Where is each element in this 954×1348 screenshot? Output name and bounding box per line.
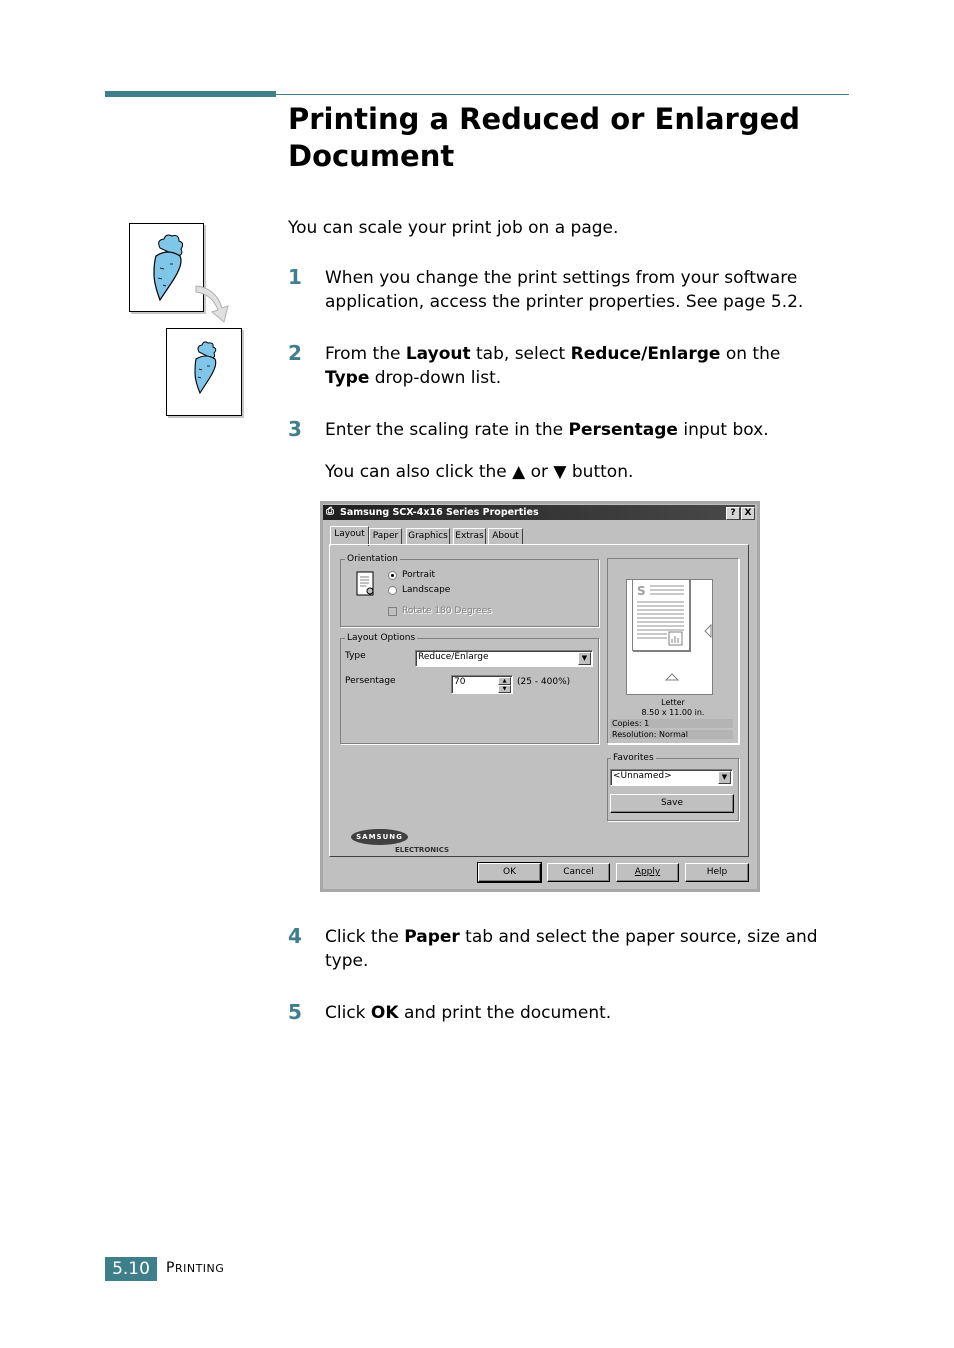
preview-document-icon xyxy=(633,580,689,650)
step-number-5: 5 xyxy=(288,1000,302,1024)
help-button[interactable]: ? xyxy=(726,507,740,520)
close-icon[interactable]: X xyxy=(741,507,755,520)
step-text-4 xyxy=(325,925,850,973)
percentage-range: (25 - 400%) xyxy=(517,677,571,687)
page-title-line2: Document xyxy=(288,139,455,173)
step-4-paper: Paper xyxy=(404,927,460,947)
reduce-arrow-icon xyxy=(194,282,234,327)
ok-button[interactable]: OK xyxy=(478,863,541,882)
step-5-ok: OK xyxy=(370,1003,399,1023)
step-number-4: 4 xyxy=(288,924,302,948)
step-number-2: 2 xyxy=(288,341,302,365)
preview-paper-name: Letter xyxy=(661,698,685,707)
step-3-note: You can also click the ▲ or ▼ button. xyxy=(325,462,634,482)
help-dialog-button[interactable]: Help xyxy=(685,863,749,882)
preview-triangle-icon xyxy=(665,673,679,681)
printer-icon: ⎙ xyxy=(326,506,334,517)
spin-up-icon[interactable]: ▲ xyxy=(498,677,511,685)
step-2-layout: Layout xyxy=(405,344,471,364)
step-2-type: Type xyxy=(325,368,370,388)
percentage-value: 70 xyxy=(454,677,466,687)
intro-text: You can scale your print job on a page. xyxy=(288,218,619,238)
page-title-line1: Printing a Reduced or Enlarged xyxy=(288,102,801,136)
cancel-button[interactable]: Cancel xyxy=(547,863,610,882)
original-page-icon xyxy=(129,223,204,312)
page-number: 5.10 xyxy=(105,1257,157,1281)
portrait-radio[interactable] xyxy=(388,571,397,580)
tab-about[interactable]: About xyxy=(488,528,523,545)
favorites-label: Favorites xyxy=(613,753,654,763)
preview-resolution: Resolution: Normal xyxy=(610,730,733,739)
type-label: Type xyxy=(345,651,366,661)
rotate-checkbox[interactable] xyxy=(388,607,397,616)
step-5-text-c: and print the document. xyxy=(398,1003,612,1023)
step-number-3: 3 xyxy=(288,417,302,441)
step-2-text-a: From the xyxy=(325,344,406,364)
dialog-titlebar[interactable] xyxy=(323,505,755,520)
rotate-label: Rotate 180 Degrees xyxy=(402,606,492,616)
printer-properties-dialog xyxy=(320,501,760,892)
carrot-small-icon xyxy=(195,342,216,393)
section-label-initial: P xyxy=(166,1260,175,1276)
carrot-icon xyxy=(154,235,183,300)
landscape-radio[interactable] xyxy=(388,586,397,595)
step-2-reduce-enlarge: Reduce/Enlarge xyxy=(570,344,721,364)
percentage-label: Persentage xyxy=(345,676,396,686)
header-rule xyxy=(276,94,849,95)
svg-text:S: S xyxy=(637,584,646,598)
orientation-label: Orientation xyxy=(347,554,398,564)
favorites-select[interactable] xyxy=(610,769,733,786)
portrait-label: Portrait xyxy=(402,570,436,580)
tab-graphics[interactable]: Graphics xyxy=(406,528,450,545)
tab-paper[interactable]: Paper xyxy=(369,528,402,545)
section-label-rest: RINTING xyxy=(174,1262,225,1275)
step-4-line2: type. xyxy=(325,951,369,971)
layout-options-label: Layout Options xyxy=(347,633,416,643)
header-rule-accent xyxy=(105,91,276,97)
page-title xyxy=(288,101,848,175)
portrait-page-icon xyxy=(356,571,376,598)
landscape-label: Landscape xyxy=(402,585,451,595)
preview-copies: Copies: 1 xyxy=(610,719,733,728)
dialog-title: Samsung SCX-4x16 Series Properties xyxy=(340,507,539,518)
tab-layout[interactable]: Layout xyxy=(330,526,369,546)
step-3-persentage: Persentage xyxy=(568,420,678,440)
step-2-text-g: drop-down list. xyxy=(369,368,502,388)
spin-down-icon[interactable]: ▼ xyxy=(498,685,511,693)
step-text-2 xyxy=(325,342,845,390)
step-1-line1: When you change the print settings from your software xyxy=(325,268,798,288)
step-text-3 xyxy=(325,418,845,442)
step-text-1 xyxy=(325,266,845,314)
step-3-text-c: input box. xyxy=(677,420,769,440)
favorites-value: <Unnamed> xyxy=(613,771,672,781)
reduced-page-icon xyxy=(166,328,242,416)
favorites-chevron-down-icon[interactable]: ▼ xyxy=(718,771,731,784)
step-4-text-c: tab and select the paper source, size and xyxy=(459,927,818,947)
samsung-logo: SAMSUNG xyxy=(351,829,408,845)
chevron-down-icon[interactable]: ▼ xyxy=(578,652,591,665)
preview-paper-size: 8.50 x 11.00 in. xyxy=(641,708,705,717)
preview-side-triangle-icon xyxy=(704,624,712,638)
step-4-text-a: Click the xyxy=(325,927,405,947)
step-number-1: 1 xyxy=(288,265,302,289)
step-5-text-a: Click xyxy=(325,1003,371,1023)
save-button[interactable]: Save xyxy=(610,794,734,813)
step-2-text-e: on the xyxy=(720,344,781,364)
step-text-5 xyxy=(325,1001,611,1025)
tab-extras[interactable]: Extras xyxy=(453,528,486,545)
step-2-text-c: tab, select xyxy=(470,344,571,364)
type-select[interactable] xyxy=(415,650,593,667)
section-label xyxy=(166,1260,224,1276)
apply-button[interactable]: Apply xyxy=(616,863,679,882)
type-select-value: Reduce/Enlarge xyxy=(418,652,489,662)
step-1-line2: application, access the printer properties. See page 5.2. xyxy=(325,292,804,312)
electronics-label: ELECTRONICS xyxy=(395,846,450,854)
percentage-input[interactable] xyxy=(451,675,513,694)
preview-reduced-page xyxy=(632,579,690,651)
step-3-text-a: Enter the scaling rate in the xyxy=(325,420,569,440)
